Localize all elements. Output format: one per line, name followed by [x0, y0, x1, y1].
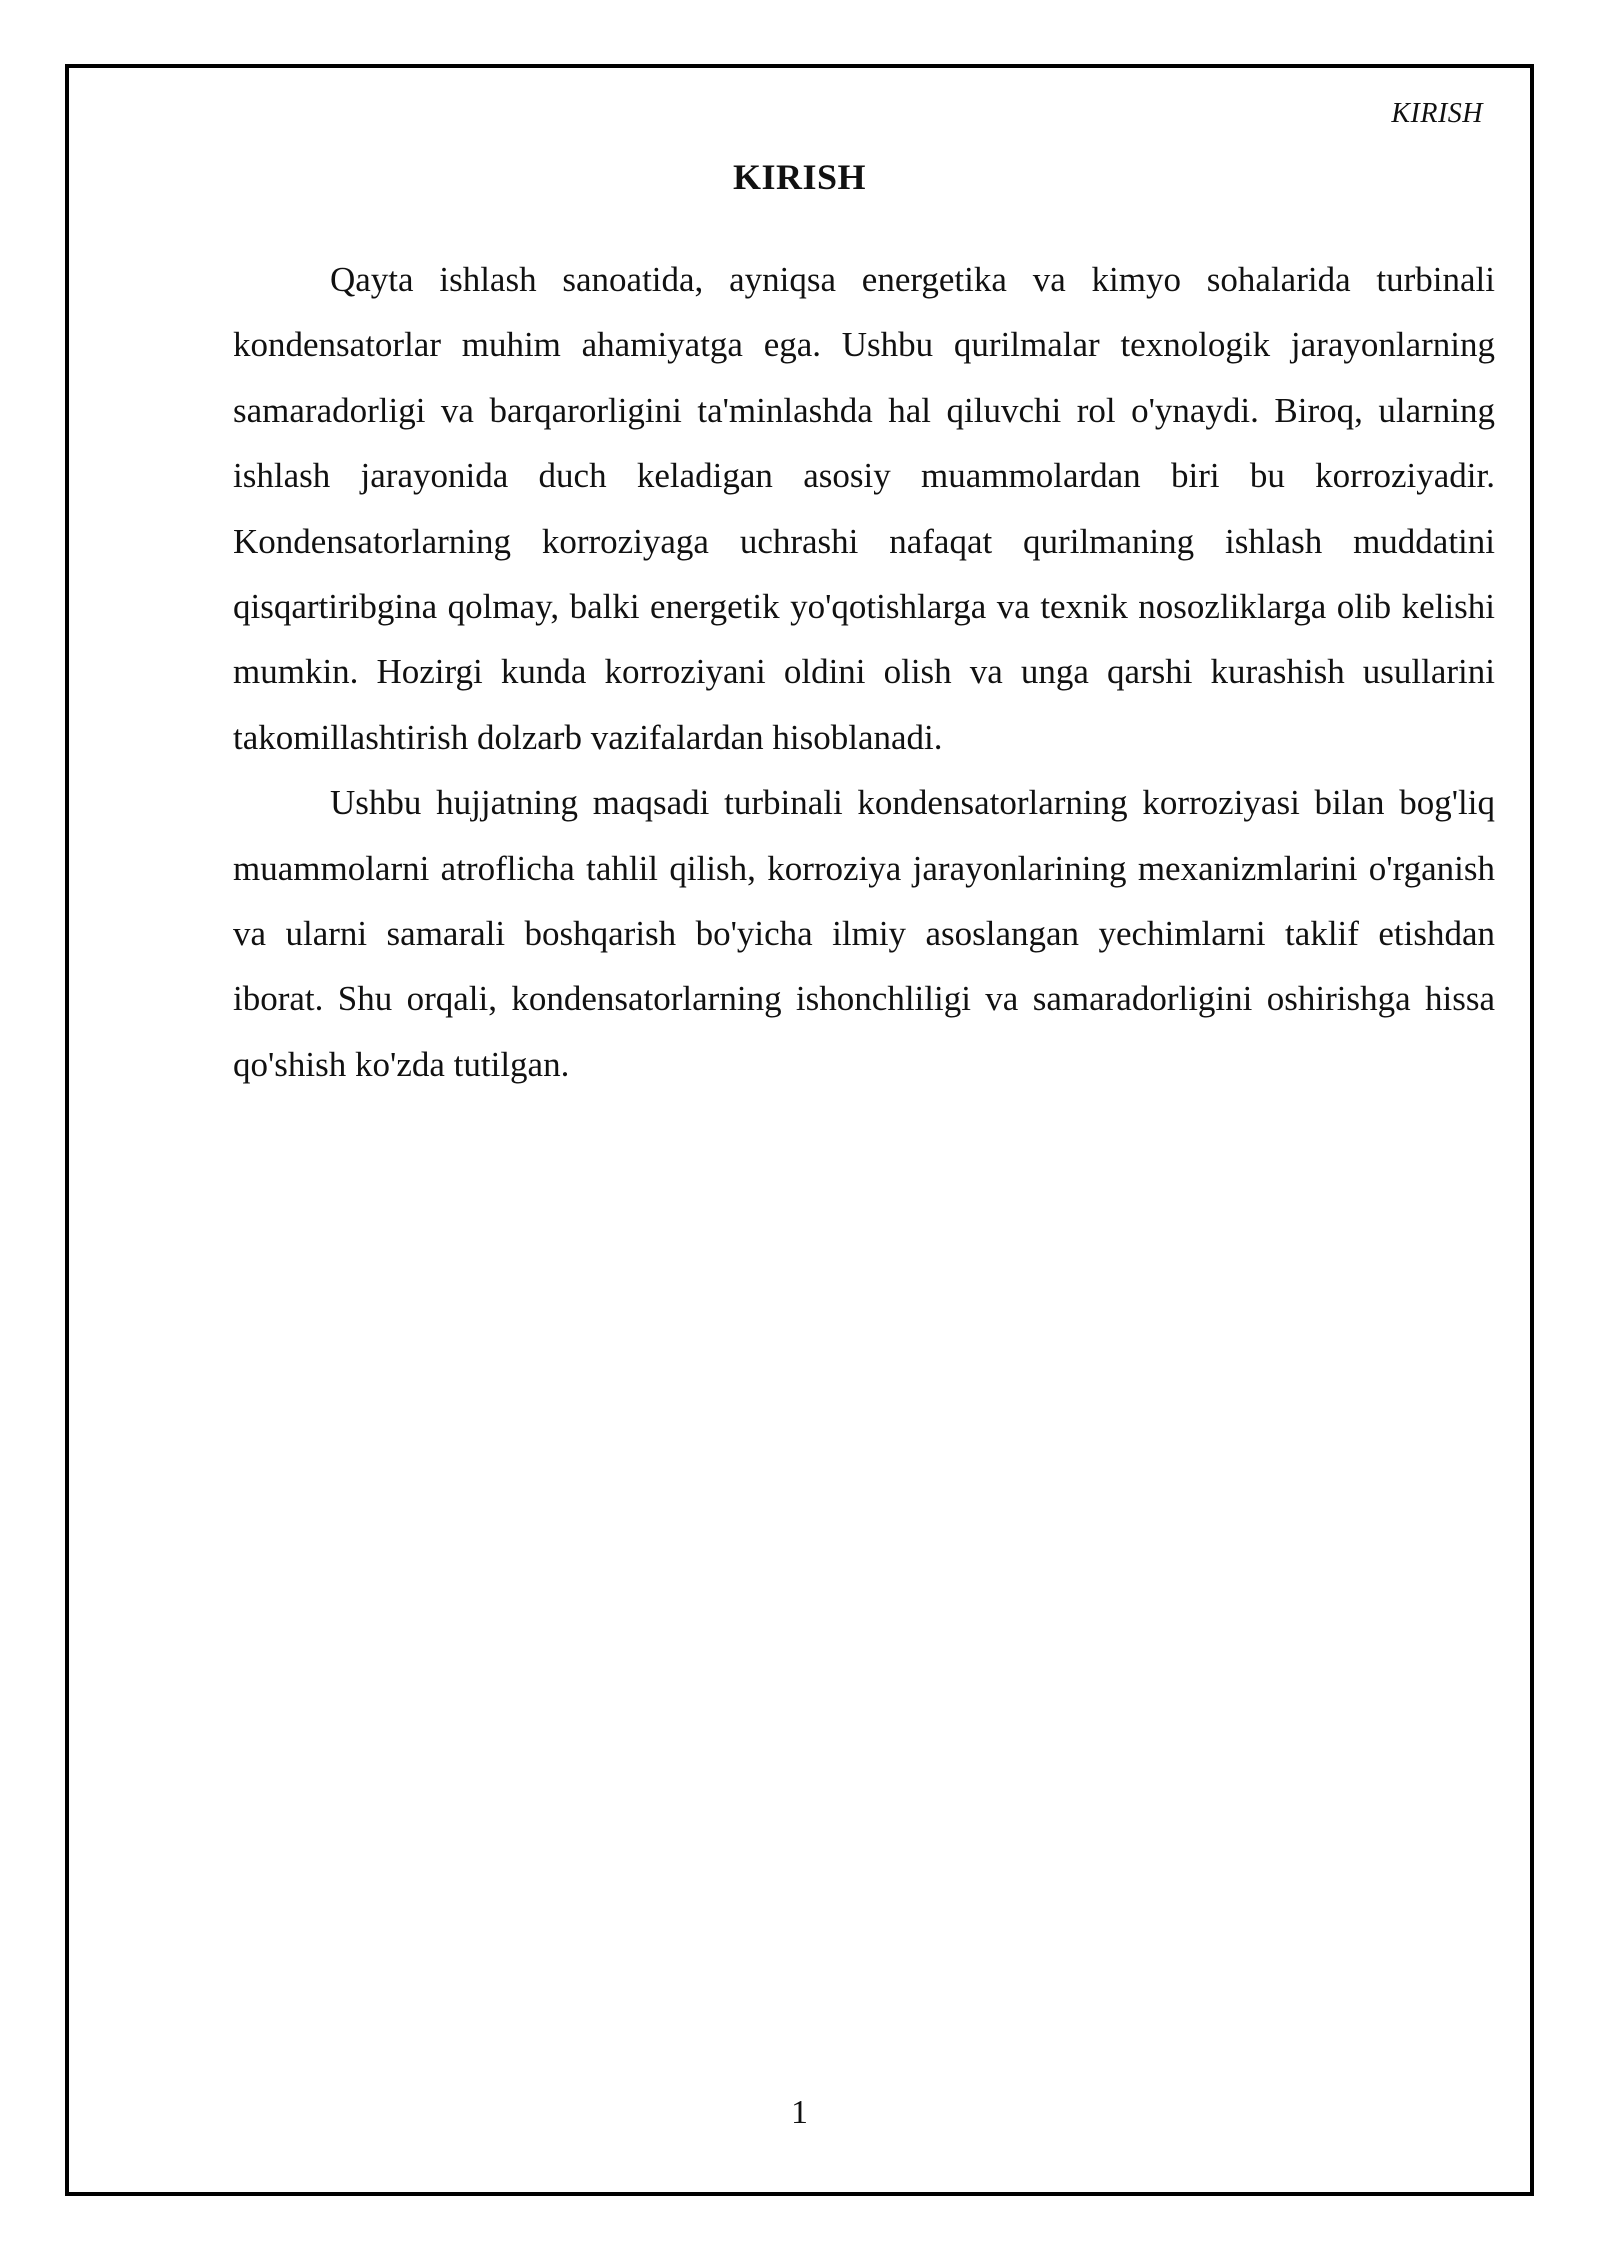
- page-border: [65, 64, 1534, 2196]
- running-header: KIRISH: [1391, 98, 1483, 129]
- page-number: 1: [791, 2094, 808, 2131]
- page-title: KIRISH: [732, 157, 867, 197]
- paragraph-1: Qayta ishlash sanoatida, ayniqsa energetika va kimyo sohalarida turbinali kondensatorlar muhim ahamiyatga ega. Ushbu qurilmalar texnologik jarayonlarning samaradorligi va barqarorligini ta'minlashda hal qiluvchi rol o'ynaydi. Biroq, ularning ishlash jarayonida duch keladigan asosiy muammolardan biri bu korroziyadir. Kondensatorlarning korroziyaga uchrashi nafaqat qurilmaning ishlash muddatini qisqartiribgina qolmay, balki energetik yo'qotishlarga va texnik nosozliklarga olib kelishi mumkin. Hozirgi kunda korroziyani oldini olish va unga qarshi kurashish usullarini takomillashtirish dolzarb vazifalardan hisoblanadi.: [233, 260, 1495, 757]
- paragraph-2: Ushbu hujjatning maqsadi turbinali kondensatorlarning korroziyasi bilan bog'liq muammolarni atroflicha tahlil qilish, korroziya jarayonlarining mexanizmlarini o'rganish va ularni samarali boshqarish bo'yicha ilmiy asoslangan yechimlarni taklif etishdan iborat. Shu orqali, kondensatorlarning ishonchliligi va samaradorligini oshirishga hissa qo'shish ko'zda tutilgan.: [233, 783, 1495, 1084]
- body-text: [233, 247, 1495, 1097]
